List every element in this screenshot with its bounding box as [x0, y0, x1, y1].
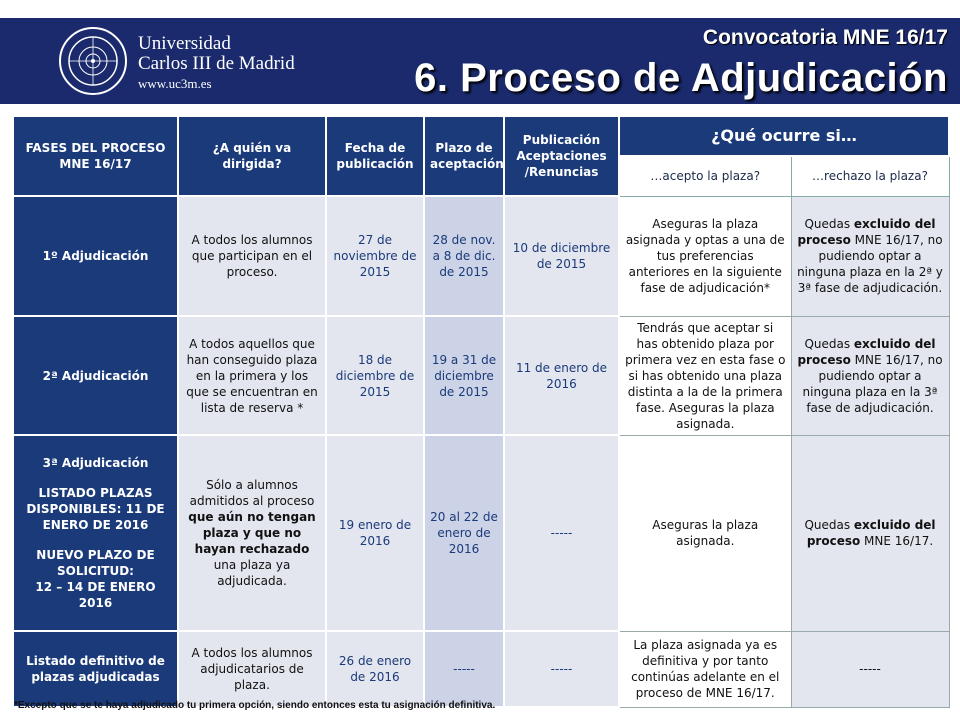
fecha-cell: 26 de enero de 2016: [326, 631, 424, 707]
phase-listado: LISTADO PLAZAS DISPONIBLES: 11 DE ENERO DE 2016: [26, 486, 165, 532]
phase-cell: 2ª Adjudicación: [13, 316, 178, 435]
convocatoria-label: Convocatoria MNE 16/17: [702, 26, 948, 49]
rechazo-cell: [791, 316, 949, 435]
table-header-row: [13, 116, 949, 156]
rechazo-text: Quedas: [804, 336, 854, 351]
rechazo-text-end: MNE 16/17, no pudiendo optar a ninguna plaza en la 2ª y 3ª fase de adjudicación.: [797, 233, 943, 295]
a-quien-bold: que aún no tengan plaza y que no hayan rechazado: [188, 510, 316, 556]
adjudication-table: [12, 115, 948, 708]
fecha-cell: 27 de noviembre de 2015: [326, 196, 424, 316]
a-quien-cell: A todos los alumnos que participan en el proceso.: [178, 196, 326, 316]
header-acepto: …acepto la plaza?: [619, 156, 791, 196]
header-rechazo: …rechazo la plaza?: [791, 156, 949, 196]
university-name: [138, 34, 295, 94]
footnote: *Excepto que se te haya adjudicado tu primera opción, siendo entonces esta tu asignación definitiva.: [14, 700, 496, 711]
publicacion-cell: -----: [504, 631, 619, 707]
university-line1: Universidad: [138, 33, 231, 54]
phase-nuevo-plazo: NUEVO PLAZO DE SOLICITUD:: [36, 548, 155, 578]
rechazo-cell: [791, 435, 949, 631]
page-title: 6. Proceso de Adjudicación: [414, 56, 948, 100]
phase-cell: [13, 435, 178, 631]
rechazo-text-end: MNE 16/17, no pudiendo optar a ninguna plaza en la 3ª fase de adjudicación.: [802, 352, 943, 415]
publicacion-cell: -----: [504, 435, 619, 631]
a-quien-text: Sólo a alumnos admitidos al proceso: [189, 478, 315, 508]
rechazo-text: Quedas: [804, 518, 854, 532]
plazo-cell: -----: [424, 631, 504, 707]
table-row: [13, 196, 949, 316]
acepto-cell: Aseguras la plaza asignada.: [619, 435, 791, 631]
header-fases: FASES DEL PROCESO MNE 16/17: [13, 116, 178, 196]
acepto-cell: Tendrás que aceptar si has obtenido plaza por primera vez en esta fase o si has obtenido una plaza distinta a la de la primera fase. Aseguras la plaza asignada.: [619, 316, 791, 435]
rechazo-text: Quedas: [804, 217, 854, 231]
university-website[interactable]: www.uc3m.es: [138, 76, 212, 91]
phase-cell: 1º Adjudicación: [13, 196, 178, 316]
acepto-cell: Aseguras la plaza asignada y optas a una de tus preferencias anteriores en la siguiente fase de adjudicación*: [619, 196, 791, 316]
rechazo-bold: excluido del proceso: [797, 217, 936, 247]
acepto-cell: La plaza asignada ya es definitiva y por tanto continúas adelante en el proceso de MNE 16/17.: [619, 631, 791, 707]
plazo-cell: 20 al 22 de enero de 2016: [424, 435, 504, 631]
header: [0, 0, 960, 104]
header-a-quien: ¿A quién va dirigida?: [178, 116, 326, 196]
publicacion-cell: 10 de diciembre de 2015: [504, 196, 619, 316]
a-quien-cell: [178, 435, 326, 631]
table-row: [13, 631, 949, 707]
phase-title: 3ª Adjudicación: [42, 456, 149, 470]
header-que-ocurre: ¿Qué ocurre si…: [619, 116, 949, 156]
table-row: [13, 316, 949, 435]
rechazo-cell: -----: [791, 631, 949, 707]
a-quien-cell: A todos aquellos que han conseguido plaza en la primera y los que se encuentran en lista de reserva *: [178, 316, 326, 435]
a-quien-cell: A todos los alumnos adjudicatarios de plaza.: [178, 631, 326, 707]
rechazo-bold: excluido del proceso: [797, 336, 936, 367]
a-quien-text-end: una plaza ya adjudicada.: [213, 558, 291, 588]
university-line2: Carlos III de Madrid: [138, 53, 295, 74]
phase-fechas: 12 – 14 DE ENERO 2016: [35, 580, 156, 610]
header-fecha: Fecha de publicación: [326, 116, 424, 196]
fecha-cell: 19 enero de 2016: [326, 435, 424, 631]
rechazo-bold: excluido del proceso: [806, 518, 936, 548]
plazo-cell: 19 a 31 de diciembre de 2015: [424, 316, 504, 435]
publicacion-cell: 11 de enero de 2016: [504, 316, 619, 435]
header-publicacion: Publicación Aceptaciones /Renuncias: [504, 116, 619, 196]
header-plazo: Plazo de aceptación: [424, 116, 504, 196]
plazo-cell: 28 de nov. a 8 de dic. de 2015: [424, 196, 504, 316]
phase-cell: Listado definitivo de plazas adjudicadas: [13, 631, 178, 707]
university-seal-icon: [58, 26, 128, 96]
fecha-cell: 18 de diciembre de 2015: [326, 316, 424, 435]
rechazo-cell: [791, 196, 949, 316]
header-top-strip: [0, 0, 960, 18]
rechazo-text-end: MNE 16/17.: [860, 534, 934, 548]
table-row: [13, 435, 949, 631]
